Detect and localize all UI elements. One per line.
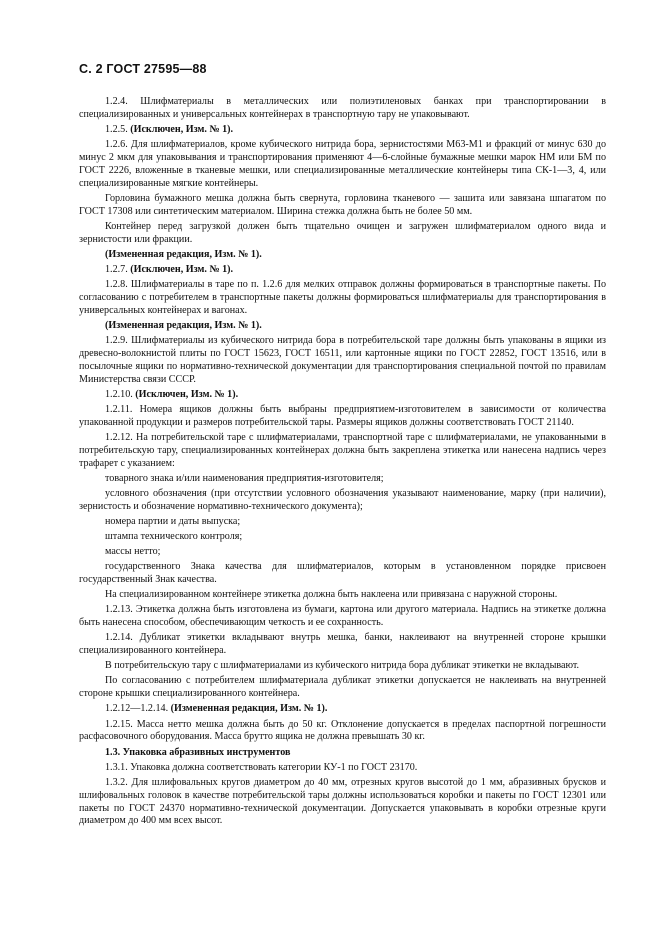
paragraph: 1.2.11. Номера ящиков должны быть выбраны предприятием-изготовителем в зависимости от количества упакованной продукции и размеров потребительской тары. Размеры ящиков должны соответствовать ГОСТ 21140. — [79, 404, 606, 428]
document-body — [79, 96, 606, 831]
bold-note: (Измененная редакция, Изм. № 1). — [105, 320, 262, 331]
paragraph: номера партии и даты выпуска; — [105, 516, 241, 527]
bold-note: (Исключен, Изм. № 1). — [130, 124, 234, 135]
paragraph — [79, 389, 606, 402]
paragraph: По согласованию с потребителем шлифматериала дубликат этикетки допускается не наклеивать на внутренней стороне крышки специализированного контейнера. — [79, 675, 606, 700]
bold-note: 1.3. Упаковка абразивных инструментов — [105, 746, 291, 758]
paragraph: государственного Знака качества для шлифматериалов, которым в установленном порядке присвоен государственный Знак качества. — [79, 561, 606, 586]
paragraph — [79, 320, 606, 333]
paragraph — [79, 747, 606, 760]
bold-note: (Исключен, Изм. № 1). — [135, 388, 239, 400]
paragraph: В потребительскую тару с шлифматериалами из кубического нитрида бора дубликат этикетки не вкладывают. — [105, 660, 580, 672]
paragraph: Горловина бумажного мешка должна быть свернута, горловина тканевого — зашита или завязана шпагатом по ГОСТ 17308 или синтетическим материалом. Ширина стежка должна быть не более 50 мм. — [79, 192, 606, 217]
paragraph: 1.2.14. Дубликат этикетки вкладывают внутрь мешка, банки, наклеивают на внутренней стороне крышки специализированного контейнера. — [79, 632, 606, 657]
paragraph: 1.2.12. На потребительской таре с шлифматериалами, транспортной таре с шлифматериалами, не упакованными в потребительскую тару, специализированных контейнерах должна быть закреплена этикетка или нанесена надпись через трафарет с указанием: — [79, 432, 606, 469]
paragraph — [79, 264, 606, 277]
bold-note: (Исключен, Изм. № 1). — [130, 264, 234, 275]
clause-number: 1.2.7. — [105, 264, 131, 275]
bold-note: (Измененная редакция, Изм. № 1). — [170, 703, 328, 715]
paragraph: 1.2.13. Этикетка должна быть изготовлена из бумаги, картона или другого материала. Надпись на этикетке должна быть нанесена способом, обеспечивающим четкость и ее сохранность. — [79, 604, 606, 629]
paragraph: условного обозначения (при отсутствии условного обозначения указывают наименование, марку (при наличии), зернистость и обозначение нормативно-технического документа); — [79, 488, 606, 512]
paragraph: 1.2.6. Для шлифматериалов, кроме кубического нитрида бора, зернистостями М63-М1 и фракций от минус 630 до минус 2 мкм для упаковывания и транспортирования применяют 4—6-слойные бумажные мешки марок НМ или БМ по ГОСТ 2226, вложенные в тканевые мешки, или специализированные металлические контейнеры типа СК-1—3, 4, или специализированные мягкие контейнеры. — [79, 139, 606, 189]
paragraph: массы нетто; — [105, 546, 161, 558]
bold-note: (Измененная редакция, Изм. № 1). — [105, 248, 262, 260]
paragraph — [79, 249, 606, 262]
paragraph: 1.2.9. Шлифматериалы из кубического нитрида бора в потребительской таре должны быть упакованы в ящики из древесно-волокнистой плиты по ГОСТ 15623, ГОСТ 16511, или картонные ящики по ГОСТ 22852, ГОСТ 13516, или в посылочные ящики по нормативно-технической документации для транспортирования специальной почтой по правилам Министерства связи СССР. — [79, 335, 606, 385]
paragraph — [79, 703, 606, 716]
paragraph: На специализированном контейнере этикетка должна быть наклеена или привязана с наружной стороны. — [105, 589, 558, 601]
paragraph: 1.2.15. Масса нетто мешка должна быть до 50 кг. Отклонение допускается в пределах паспортной погрешности расфасовочного оборудования. Масса брутто ящика не должна превышать 30 кг. — [79, 718, 606, 743]
clause-number: 1.2.5. — [105, 124, 131, 135]
clause-number: 1.2.12—1.2.14. — [105, 703, 171, 715]
clause-number: 1.2.10. — [105, 388, 136, 400]
paragraph: товарного знака и/или наименования предприятия-изготовителя; — [105, 472, 384, 484]
paragraph: Контейнер перед загрузкой должен быть тщательно очищен и загружен шлифматериалом одного вида и зернистости или фракции. — [79, 220, 606, 245]
paragraph: 1.2.4. Шлифматериалы в металлических или полиэтиленовых банках при транспортировании в специализированных и универсальных контейнерах в транспортную тару не упаковывают. — [79, 96, 606, 120]
paragraph: штампа технического контроля; — [105, 531, 243, 543]
page-header: С. 2 ГОСТ 27595—88 — [79, 62, 207, 76]
paragraph: 1.3.1. Упаковка должна соответствовать категории КУ-1 по ГОСТ 23170. — [105, 761, 418, 773]
paragraph: 1.3.2. Для шлифовальных кругов диаметром до 40 мм, отрезных кругов высотой до 1 мм, абразивных брусков и шлифовальных головок в качестве потребительской тары должны использоваться коробки и пакеты по ГОСТ 12301 или пакеты по ГОСТ 24370 нормативно-технической документации. Допускается упаковывать в коробки отрезные круги диаметром до 400 мм всех высот. — [79, 776, 606, 827]
paragraph — [79, 124, 606, 137]
paragraph: 1.2.8. Шлифматериалы в таре по п. 1.2.6 для мелких отправок должны формироваться в транспортные пакеты. По согласованию с потребителем в транспортные пакеты должны формироваться шлифматериалы для транспортирования в универсальных контейнерах и вагонах. — [79, 279, 606, 316]
